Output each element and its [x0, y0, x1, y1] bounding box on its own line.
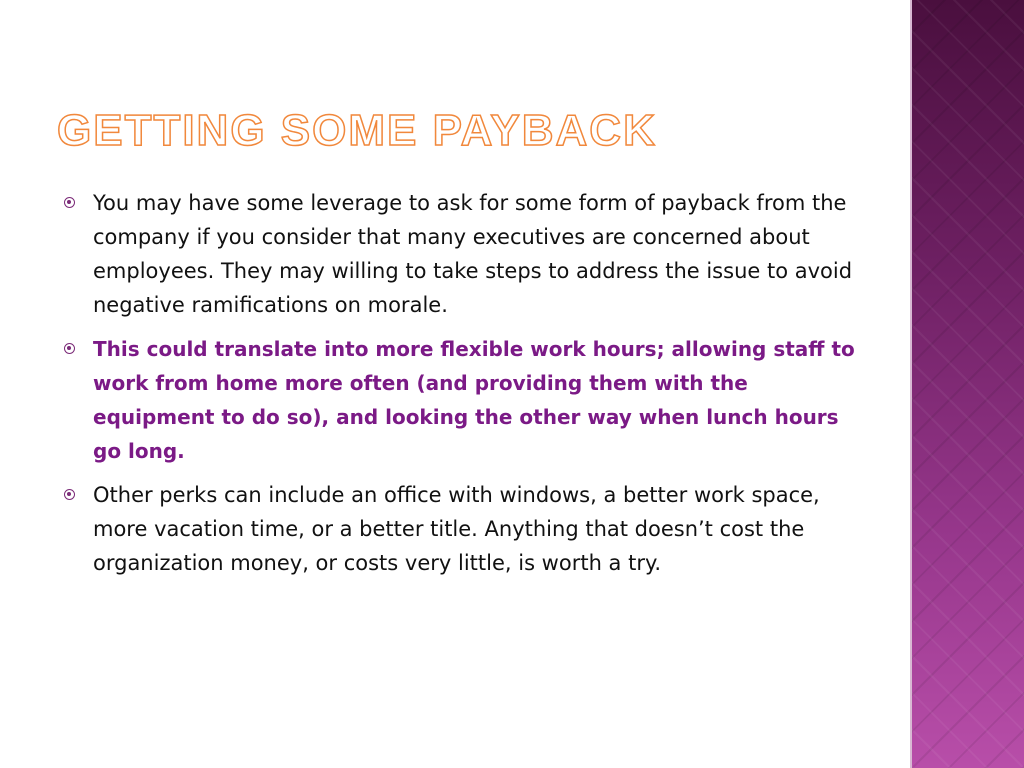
bullet-text: You may have some leverage to ask for some form of payback from the company if you consider that many executives are concerned about employees. They may willing to take steps to address the issue to avoid negative ramifications on morale.: [93, 191, 853, 317]
bullet-item: [60, 186, 860, 322]
radio-bullet-icon: [64, 489, 75, 500]
bullet-text: This could translate into more flexible work hours; allowing staff to work from home more often (and providing them with the equipment to do so), and looking the other way when lunch hours go long.: [93, 337, 855, 463]
bullet-text: Other perks can include an office with windows, a better work space, more vacation time, or a better title. Anything that doesn’t cost the organization money, or costs very little, is worth a try.: [93, 483, 820, 575]
radio-bullet-icon: [64, 197, 75, 208]
slide-title: GETTING SOME PAYBACK: [57, 106, 657, 155]
radio-bullet-icon: [64, 343, 75, 354]
bullet-item: [60, 478, 860, 580]
bullet-list: [60, 186, 860, 590]
bullet-item-emphasis: [60, 332, 860, 468]
decorative-side-panel: [912, 0, 1024, 768]
